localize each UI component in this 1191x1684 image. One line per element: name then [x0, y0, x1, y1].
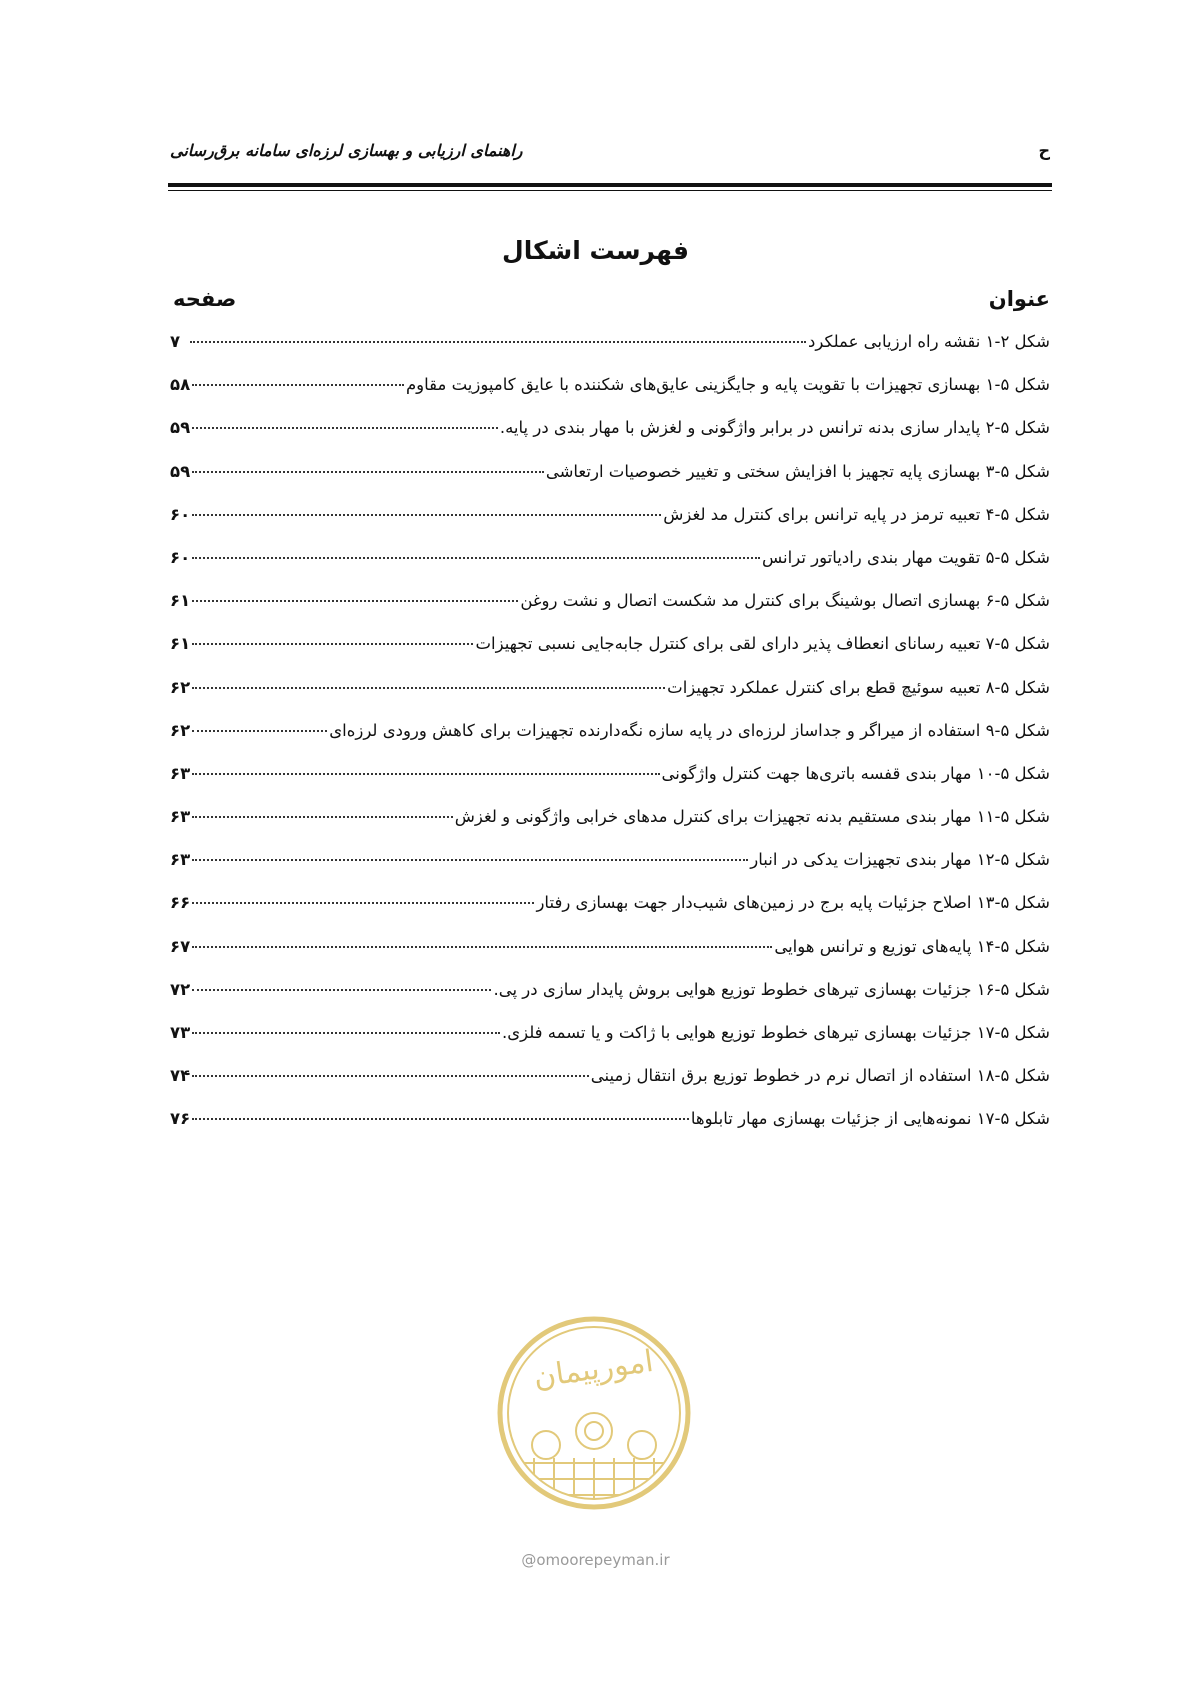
figure-entry-page: ۵۸ — [170, 375, 191, 395]
dot-leader — [192, 989, 491, 991]
figure-entry[interactable] — [170, 937, 1050, 980]
figure-entry[interactable] — [170, 1109, 1050, 1152]
figure-entry-title: شکل ۵-۱۷ نمونه‌هایی از جزئیات بهسازی مهار تابلوها — [690, 1109, 1050, 1129]
figure-entry-title: شکل ۵-۱۰ مهار بندی قفسه باتری‌ها جهت کنترل واژگونی — [661, 763, 1050, 783]
dot-leader — [192, 773, 659, 775]
dot-leader — [190, 341, 806, 343]
figure-entry-title: شکل ۵-۴ تعبیه ترمز در پایه ترانس برای کنترل مد لغزش — [663, 504, 1050, 524]
dot-leader — [192, 471, 544, 473]
figure-entry[interactable] — [170, 764, 1050, 807]
figure-list — [170, 332, 1050, 1153]
page-title: فهرست اشکال — [502, 236, 689, 265]
figure-entry-title: شکل ۵-۱۲ مهار بندی تجهیزات یدکی در انبار — [750, 850, 1050, 870]
figure-entry[interactable] — [170, 893, 1050, 936]
figure-entry-page: ۵۹ — [170, 461, 191, 481]
figure-entry-page: ۶۷ — [170, 936, 191, 956]
figure-entry-title: شکل ۵-۳ بهسازی پایه تجهیز با افزایش سختی و تغییر خصوصیات ارتعاشی — [545, 461, 1050, 481]
figure-entry[interactable] — [170, 678, 1050, 721]
dot-leader — [192, 427, 498, 429]
watermark-seal-logo — [494, 1313, 694, 1543]
dot-leader — [192, 687, 665, 689]
figure-entry-page: ۶۲ — [170, 677, 191, 697]
figure-entry-title: شکل ۵-۵ تقویت مهار بندی رادیاتور ترانس — [762, 547, 1050, 567]
figure-entry[interactable] — [170, 980, 1050, 1023]
figure-entry[interactable] — [170, 850, 1050, 893]
figure-entry-title: شکل ۵-۱۶ جزئیات بهسازی تیرهای خطوط توزیع هوایی بروش پایدار سازی در پی. — [493, 979, 1050, 999]
dot-leader — [192, 600, 518, 602]
figure-entry-page: ۶۲ — [170, 720, 191, 740]
figure-entry-page: ۶۰ — [170, 547, 191, 567]
figure-entry-page: ۶۱ — [170, 634, 191, 654]
figure-entry-title: شکل ۵-۱۸ استفاده از اتصال نرم در خطوط توزیع برق انتقال زمینی — [590, 1066, 1050, 1086]
figure-entry-page: ۷ — [170, 332, 181, 351]
column-page-label: صفحه — [173, 287, 237, 311]
figure-entry-title: شکل ۵-۱۱ مهار بندی مستقیم بدنه تجهیزات برای کنترل مدهای خرابی واژگونی و لغزش — [454, 807, 1050, 827]
column-title-label: عنوان — [988, 287, 1050, 311]
figure-entry-title: شکل ۵-۹ استفاده از میراگر و جداساز لرزه‌ای در پایه سازه نگه‌دارنده تجهیزات برای کاهش ورودی لرزه‌ای — [329, 720, 1050, 740]
dot-leader — [192, 384, 404, 386]
figure-entry[interactable] — [170, 721, 1050, 764]
page-marker: ح — [1038, 141, 1050, 160]
figure-entry-page: ۷۴ — [170, 1066, 191, 1086]
figure-entry-page: ۶۶ — [170, 893, 191, 913]
figure-entry-page: ۶۳ — [170, 850, 191, 870]
dot-leader — [192, 1118, 689, 1120]
figure-entry[interactable] — [170, 548, 1050, 591]
figure-entry[interactable] — [170, 591, 1050, 634]
figure-entry-title: شکل ۵-۸ تعبیه سوئیچ قطع برای کنترل عملکرد تجهیزات — [667, 677, 1050, 697]
figure-entry[interactable] — [170, 418, 1050, 461]
dot-leader — [192, 643, 473, 645]
header-rule-thin — [168, 190, 1052, 191]
figure-entry[interactable] — [170, 1023, 1050, 1066]
figure-entry-title: شکل ۵-۷ تعبیه رسانای انعطاف پذیر دارای لقی برای کنترل جابه‌جایی نسبی تجهیزات — [475, 634, 1050, 654]
dot-leader — [192, 946, 772, 948]
running-title: راهنمای ارزیابی و بهسازی لرزه‌ای سامانه برق‌رسانی — [170, 141, 523, 160]
figure-entry-page: ۶۳ — [170, 763, 191, 783]
dot-leader — [192, 514, 661, 516]
figure-entry-title: شکل ۵-۲ پایدار سازی بدنه ترانس در برابر واژگونی و لغزش با مهار بندی در پایه. — [499, 418, 1050, 438]
figure-entry-title: شکل ۵-۱۴ پایه‌های توزیع و ترانس هوایی — [774, 936, 1050, 956]
seal-lettering: امورپیمان — [531, 1343, 656, 1396]
column-headers — [170, 287, 1050, 317]
running-header — [170, 141, 1050, 171]
figure-entry-title: شکل ۵-۱۳ اصلاح جزئیات پایه برج در زمین‌های شیب‌دار جهت بهسازی رفتار — [536, 893, 1050, 913]
figure-entry-title: شکل ۵-۱ بهسازی تجهیزات با تقویت پایه و جایگزینی عایق‌های شکننده با عایق کامپوزیت مقاوم — [405, 375, 1050, 395]
figure-entry-page: ۷۶ — [170, 1109, 191, 1129]
figure-entry[interactable] — [170, 634, 1050, 677]
figure-entry[interactable] — [170, 462, 1050, 505]
figure-entry-page: ۶۳ — [170, 807, 191, 827]
figure-entry-title: شکل ۲-۱ نقشه راه ارزیابی عملکرد — [808, 332, 1050, 351]
figure-entry-page: ۶۰ — [170, 504, 191, 524]
dot-leader — [192, 816, 453, 818]
figure-entry-page: ۷۲ — [170, 979, 191, 999]
figure-entry-page: ۷۳ — [170, 1023, 191, 1042]
dot-leader — [192, 730, 327, 732]
figure-entry[interactable] — [170, 807, 1050, 850]
figure-entry-page: ۶۱ — [170, 591, 191, 611]
dot-leader — [192, 1032, 500, 1034]
figure-entry[interactable] — [170, 505, 1050, 548]
figure-entry[interactable] — [170, 332, 1050, 375]
dot-leader — [192, 859, 748, 861]
figure-entry-title: شکل ۵-۱۷ جزئیات بهسازی تیرهای خطوط توزیع هوایی با ژاکت و یا تسمه فلزی. — [501, 1023, 1050, 1042]
dot-leader — [192, 1075, 589, 1077]
dot-leader — [192, 902, 534, 904]
figure-entry[interactable] — [170, 375, 1050, 418]
figure-entry-page: ۵۹ — [170, 418, 191, 438]
figure-entry-title: شکل ۵-۶ بهسازی اتصال بوشینگ برای کنترل مد شکست اتصال و نشت روغن — [520, 591, 1050, 611]
header-rule-thick — [168, 183, 1052, 187]
watermark-url: @omoorepeyman.ir — [521, 1551, 670, 1569]
figure-entry[interactable] — [170, 1066, 1050, 1109]
dot-leader — [192, 557, 760, 559]
